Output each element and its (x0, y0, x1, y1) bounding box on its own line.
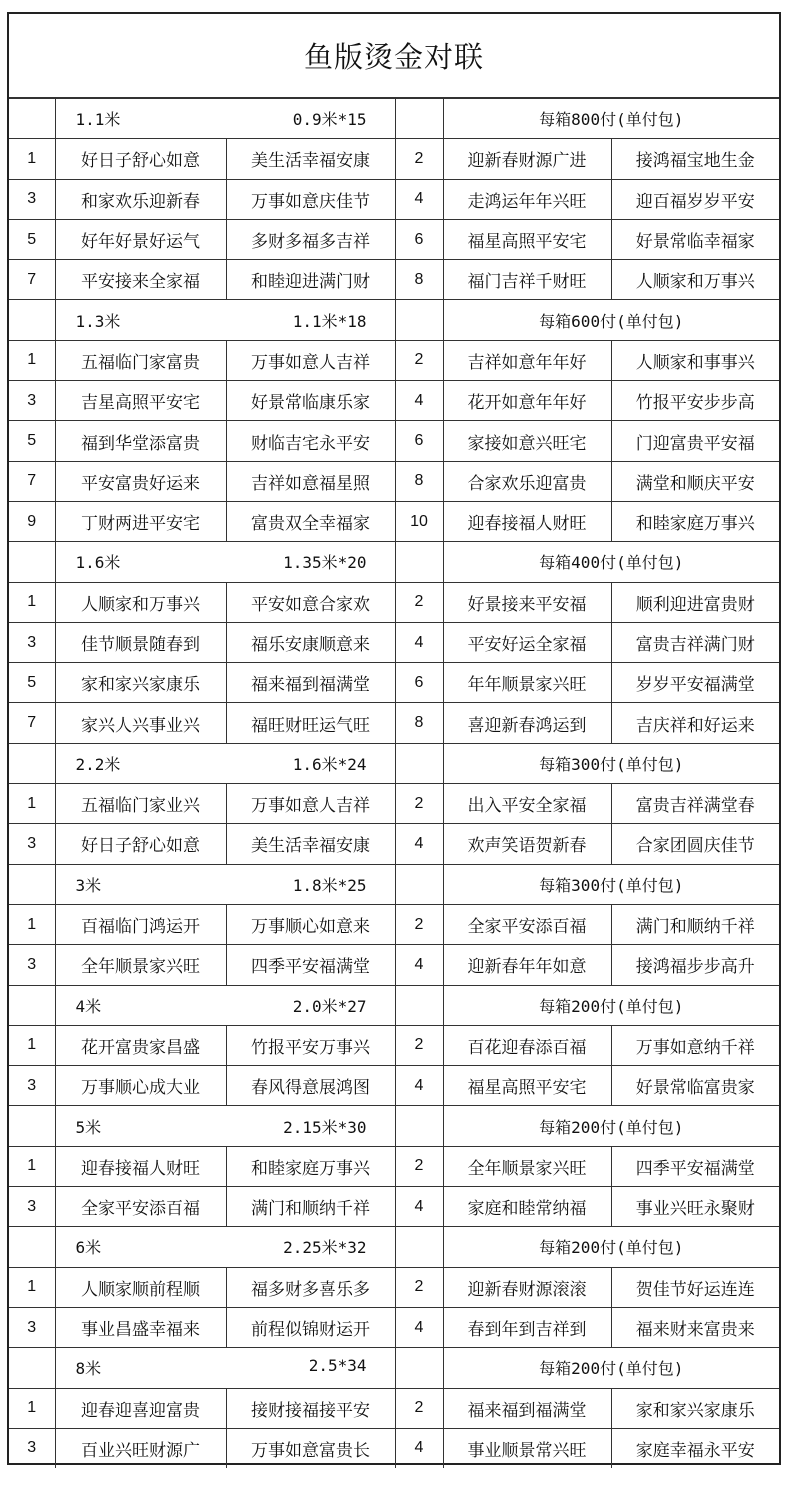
table-row (9, 260, 779, 300)
item-number: 4 (395, 179, 443, 219)
blank-cell (9, 1227, 55, 1267)
box-quantity: 每箱600付(单付包) (443, 300, 779, 340)
table-row (9, 179, 779, 219)
item-number: 2 (395, 784, 443, 824)
upper-line: 五福临门家富贵 (55, 340, 226, 380)
paper-spec: 2.25米*32 (283, 1238, 367, 1258)
paper-spec: 1.35米*20 (283, 553, 367, 573)
spec-cell (55, 1227, 395, 1267)
item-number: 3 (9, 381, 55, 421)
blank-cell (395, 864, 443, 904)
spec-group (56, 309, 395, 332)
item-number: 3 (9, 1307, 55, 1347)
lower-line: 福来财来富贵来 (611, 1307, 779, 1347)
paper-spec: 0.9米*15 (292, 110, 367, 130)
page-title: 鱼版烫金对联 (9, 14, 779, 98)
item-number: 4 (395, 381, 443, 421)
couplet-length: 6米 (75, 1238, 102, 1258)
upper-line: 春到年到吉祥到 (443, 1307, 611, 1347)
upper-line: 年年顺景家兴旺 (443, 663, 611, 703)
item-number: 3 (9, 179, 55, 219)
table-row (9, 219, 779, 259)
couplet-price-sheet (7, 12, 781, 1465)
lower-line: 福乐安康顺意来 (226, 622, 395, 662)
lower-line: 满堂和顺庆平安 (611, 461, 779, 501)
upper-line: 吉祥如意年年好 (443, 340, 611, 380)
upper-line: 出入平安全家福 (443, 784, 611, 824)
lower-line: 春风得意展鸿图 (226, 1066, 395, 1106)
lower-line: 好景常临康乐家 (226, 381, 395, 421)
item-number: 2 (395, 340, 443, 380)
blank-cell (395, 1227, 443, 1267)
lower-line: 家庭幸福永平安 (611, 1428, 779, 1468)
upper-line: 人顺家和万事兴 (55, 582, 226, 622)
upper-line: 人顺家顺前程顺 (55, 1267, 226, 1307)
upper-line: 福来福到福满堂 (443, 1388, 611, 1428)
table-row (9, 904, 779, 944)
upper-line: 花开富贵家昌盛 (55, 1025, 226, 1065)
blank-cell (9, 864, 55, 904)
upper-line: 福星高照平安宅 (443, 219, 611, 259)
lower-line: 贺佳节好运连连 (611, 1267, 779, 1307)
upper-line: 迎春接福人财旺 (55, 1146, 226, 1186)
blank-cell (9, 1106, 55, 1146)
blank-cell (395, 743, 443, 783)
couplet-length: 1.6米 (75, 553, 121, 573)
spec-group (56, 873, 395, 896)
lower-line: 美生活幸福安康 (226, 824, 395, 864)
table-row (9, 1267, 779, 1307)
upper-line: 平安富贵好运来 (55, 461, 226, 501)
table-row (9, 381, 779, 421)
lower-line: 万事如意纳千祥 (611, 1025, 779, 1065)
item-number: 3 (9, 1428, 55, 1468)
couplet-length: 5米 (75, 1117, 102, 1137)
item-number: 1 (9, 1267, 55, 1307)
lower-line: 万事如意庆佳节 (226, 179, 395, 219)
upper-line: 全年顺景家兴旺 (443, 1146, 611, 1186)
item-number: 7 (9, 260, 55, 300)
item-number: 2 (395, 139, 443, 179)
upper-line: 全家平安添百福 (443, 904, 611, 944)
couplet-length: 2.2米 (75, 754, 121, 774)
item-number: 3 (9, 1066, 55, 1106)
item-number: 1 (9, 904, 55, 944)
item-number: 7 (9, 703, 55, 743)
blank-cell (9, 300, 55, 340)
upper-line: 福到华堂添富贵 (55, 421, 226, 461)
table-row (9, 622, 779, 662)
lower-line: 福旺财旺运气旺 (226, 703, 395, 743)
blank-cell (9, 743, 55, 783)
lower-line: 万事如意人吉祥 (226, 340, 395, 380)
item-number: 5 (9, 219, 55, 259)
table-row (9, 1187, 779, 1227)
item-number: 2 (395, 582, 443, 622)
box-quantity: 每箱200付(单付包) (443, 1106, 779, 1146)
lower-line: 万事顺心如意来 (226, 904, 395, 944)
upper-line: 家庭和睦常纳福 (443, 1187, 611, 1227)
table-row (9, 1307, 779, 1347)
table-row (9, 663, 779, 703)
lower-line: 福多财多喜乐多 (226, 1267, 395, 1307)
table-row (9, 139, 779, 179)
spec-group (56, 752, 395, 775)
couplet-length: 1.1米 (75, 110, 121, 130)
lower-line: 人顺家和万事兴 (611, 260, 779, 300)
blank-cell (9, 1348, 55, 1388)
lower-line: 接鸿福宝地生金 (611, 139, 779, 179)
upper-line: 好日子舒心如意 (55, 139, 226, 179)
table-row (9, 461, 779, 501)
item-number: 8 (395, 703, 443, 743)
upper-line: 迎新春年年如意 (443, 945, 611, 985)
upper-line: 万事顺心成大业 (55, 1066, 226, 1106)
lower-line: 门迎富贵平安福 (611, 421, 779, 461)
item-number: 1 (9, 1146, 55, 1186)
paper-spec: 2.5*34 (308, 1356, 367, 1376)
box-quantity: 每箱200付(单付包) (443, 1348, 779, 1388)
upper-line: 平安接来全家福 (55, 260, 226, 300)
section-header-row (9, 985, 779, 1025)
spec-group (56, 550, 395, 573)
lower-line: 万事如意人吉祥 (226, 784, 395, 824)
blank-cell (9, 542, 55, 582)
spec-cell (55, 743, 395, 783)
item-number: 2 (395, 1025, 443, 1065)
box-quantity: 每箱300付(单付包) (443, 743, 779, 783)
upper-line: 迎新春财源广进 (443, 139, 611, 179)
section-header-row (9, 542, 779, 582)
item-number: 4 (395, 1187, 443, 1227)
item-number: 4 (395, 1307, 443, 1347)
table-row (9, 945, 779, 985)
upper-line: 家兴人兴事业兴 (55, 703, 226, 743)
item-number: 9 (9, 501, 55, 541)
upper-line: 迎春迎喜迎富贵 (55, 1388, 226, 1428)
item-number: 5 (9, 663, 55, 703)
lower-line: 顺利迎进富贵财 (611, 582, 779, 622)
blank-cell (395, 300, 443, 340)
couplet-length: 1.3米 (75, 311, 121, 331)
upper-line: 和家欢乐迎新春 (55, 179, 226, 219)
section-header-row (9, 1348, 779, 1388)
item-number: 4 (395, 1428, 443, 1468)
lower-line: 岁岁平安福满堂 (611, 663, 779, 703)
item-number: 4 (395, 1066, 443, 1106)
item-number: 10 (395, 501, 443, 541)
upper-line: 百业兴旺财源广 (55, 1428, 226, 1468)
paper-spec: 1.6米*24 (292, 754, 367, 774)
blank-cell (9, 985, 55, 1025)
lower-line: 合家团圆庆佳节 (611, 824, 779, 864)
blank-cell (395, 985, 443, 1025)
upper-line: 走鸿运年年兴旺 (443, 179, 611, 219)
upper-line: 全年顺景家兴旺 (55, 945, 226, 985)
item-number: 2 (395, 904, 443, 944)
lower-line: 竹报平安步步高 (611, 381, 779, 421)
lower-line: 多财多福多吉祥 (226, 219, 395, 259)
table-row (9, 824, 779, 864)
upper-line: 福门吉祥千财旺 (443, 260, 611, 300)
box-quantity: 每箱200付(单付包) (443, 985, 779, 1025)
lower-line: 接鸿福步步高升 (611, 945, 779, 985)
blank-cell (395, 542, 443, 582)
lower-line: 前程似锦财运开 (226, 1307, 395, 1347)
item-number: 2 (395, 1388, 443, 1428)
item-number: 2 (395, 1146, 443, 1186)
couplet-length: 4米 (75, 996, 102, 1016)
item-number: 3 (9, 1187, 55, 1227)
lower-line: 财临吉宅永平安 (226, 421, 395, 461)
upper-line: 五福临门家业兴 (55, 784, 226, 824)
box-quantity: 每箱300付(单付包) (443, 864, 779, 904)
box-quantity: 每箱200付(单付包) (443, 1227, 779, 1267)
lower-line: 人顺家和事事兴 (611, 340, 779, 380)
spec-cell (55, 99, 395, 139)
section-header-row (9, 99, 779, 139)
item-number: 1 (9, 1388, 55, 1428)
section-header-row (9, 300, 779, 340)
table-row (9, 1388, 779, 1428)
lower-line: 四季平安福满堂 (226, 945, 395, 985)
upper-line: 福星高照平安宅 (443, 1066, 611, 1106)
upper-line: 佳节顺景随春到 (55, 622, 226, 662)
box-quantity: 每箱400付(单付包) (443, 542, 779, 582)
couplet-length: 3米 (75, 875, 102, 895)
item-number: 4 (395, 945, 443, 985)
lower-line: 接财接福接平安 (226, 1388, 395, 1428)
item-number: 3 (9, 622, 55, 662)
item-number: 6 (395, 421, 443, 461)
item-number: 1 (9, 582, 55, 622)
upper-line: 欢声笑语贺新春 (443, 824, 611, 864)
paper-spec: 2.15米*30 (283, 1117, 367, 1137)
table-row (9, 421, 779, 461)
section-header-row (9, 864, 779, 904)
item-number: 1 (9, 139, 55, 179)
spec-group (56, 994, 395, 1017)
table-row (9, 582, 779, 622)
lower-line: 富贵双全幸福家 (226, 501, 395, 541)
table-row (9, 784, 779, 824)
table-row (9, 1025, 779, 1065)
upper-line: 全家平安添百福 (55, 1187, 226, 1227)
spec-cell (55, 300, 395, 340)
upper-line: 丁财两进平安宅 (55, 501, 226, 541)
spec-cell (55, 542, 395, 582)
lower-line: 家和家兴家康乐 (611, 1388, 779, 1428)
spec-cell (55, 1106, 395, 1146)
lower-line: 事业兴旺永聚财 (611, 1187, 779, 1227)
lower-line: 和睦迎进满门财 (226, 260, 395, 300)
spec-group (56, 107, 395, 130)
spec-cell (55, 864, 395, 904)
upper-line: 百福临门鸿运开 (55, 904, 226, 944)
blank-cell (395, 1348, 443, 1388)
item-number: 3 (9, 945, 55, 985)
item-number: 8 (395, 461, 443, 501)
upper-line: 迎春接福人财旺 (443, 501, 611, 541)
blank-cell (9, 99, 55, 139)
upper-line: 花开如意年年好 (443, 381, 611, 421)
lower-line: 万事如意富贵长 (226, 1428, 395, 1468)
table-row (9, 703, 779, 743)
box-quantity: 每箱800付(单付包) (443, 99, 779, 139)
lower-line: 满门和顺纳千祥 (226, 1187, 395, 1227)
table-row (9, 1066, 779, 1106)
spec-group (56, 1356, 395, 1379)
paper-spec: 1.1米*18 (292, 311, 367, 331)
lower-line: 四季平安福满堂 (611, 1146, 779, 1186)
lower-line: 吉祥如意福星照 (226, 461, 395, 501)
lower-line: 迎百福岁岁平安 (611, 179, 779, 219)
upper-line: 平安好运全家福 (443, 622, 611, 662)
item-number: 1 (9, 1025, 55, 1065)
item-number: 3 (9, 824, 55, 864)
paper-spec: 1.8米*25 (292, 875, 367, 895)
item-number: 6 (395, 663, 443, 703)
table-row (9, 1428, 779, 1468)
paper-spec: 2.0米*27 (292, 996, 367, 1016)
item-number: 5 (9, 421, 55, 461)
spec-cell (55, 1348, 395, 1388)
couplet-table (9, 98, 779, 1468)
upper-line: 事业顺景常兴旺 (443, 1428, 611, 1468)
lower-line: 吉庆祥和好运来 (611, 703, 779, 743)
lower-line: 富贵吉祥满堂春 (611, 784, 779, 824)
table-row (9, 501, 779, 541)
item-number: 1 (9, 784, 55, 824)
upper-line: 喜迎新春鸿运到 (443, 703, 611, 743)
item-number: 2 (395, 1267, 443, 1307)
upper-line: 合家欢乐迎富贵 (443, 461, 611, 501)
table-row (9, 340, 779, 380)
lower-line: 好景常临幸福家 (611, 219, 779, 259)
blank-cell (395, 1106, 443, 1146)
lower-line: 福来福到福满堂 (226, 663, 395, 703)
lower-line: 美生活幸福安康 (226, 139, 395, 179)
lower-line: 平安如意合家欢 (226, 582, 395, 622)
lower-line: 和睦家庭万事兴 (611, 501, 779, 541)
spec-cell (55, 985, 395, 1025)
lower-line: 满门和顺纳千祥 (611, 904, 779, 944)
upper-line: 迎新春财源滚滚 (443, 1267, 611, 1307)
table-row (9, 1146, 779, 1186)
spec-group (56, 1115, 395, 1138)
couplet-length: 8米 (75, 1359, 102, 1379)
lower-line: 好景常临富贵家 (611, 1066, 779, 1106)
upper-line: 好景接来平安福 (443, 582, 611, 622)
upper-line: 家接如意兴旺宅 (443, 421, 611, 461)
upper-line: 事业昌盛幸福来 (55, 1307, 226, 1347)
section-header-row (9, 1227, 779, 1267)
item-number: 1 (9, 340, 55, 380)
spec-group (56, 1235, 395, 1258)
item-number: 4 (395, 622, 443, 662)
section-header-row (9, 1106, 779, 1146)
blank-cell (395, 99, 443, 139)
table-body (9, 99, 779, 1469)
lower-line: 和睦家庭万事兴 (226, 1146, 395, 1186)
item-number: 7 (9, 461, 55, 501)
lower-line: 富贵吉祥满门财 (611, 622, 779, 662)
lower-line: 竹报平安万事兴 (226, 1025, 395, 1065)
upper-line: 吉星高照平安宅 (55, 381, 226, 421)
upper-line: 好年好景好运气 (55, 219, 226, 259)
item-number: 4 (395, 824, 443, 864)
item-number: 6 (395, 219, 443, 259)
upper-line: 百花迎春添百福 (443, 1025, 611, 1065)
upper-line: 好日子舒心如意 (55, 824, 226, 864)
item-number: 8 (395, 260, 443, 300)
section-header-row (9, 743, 779, 783)
upper-line: 家和家兴家康乐 (55, 663, 226, 703)
